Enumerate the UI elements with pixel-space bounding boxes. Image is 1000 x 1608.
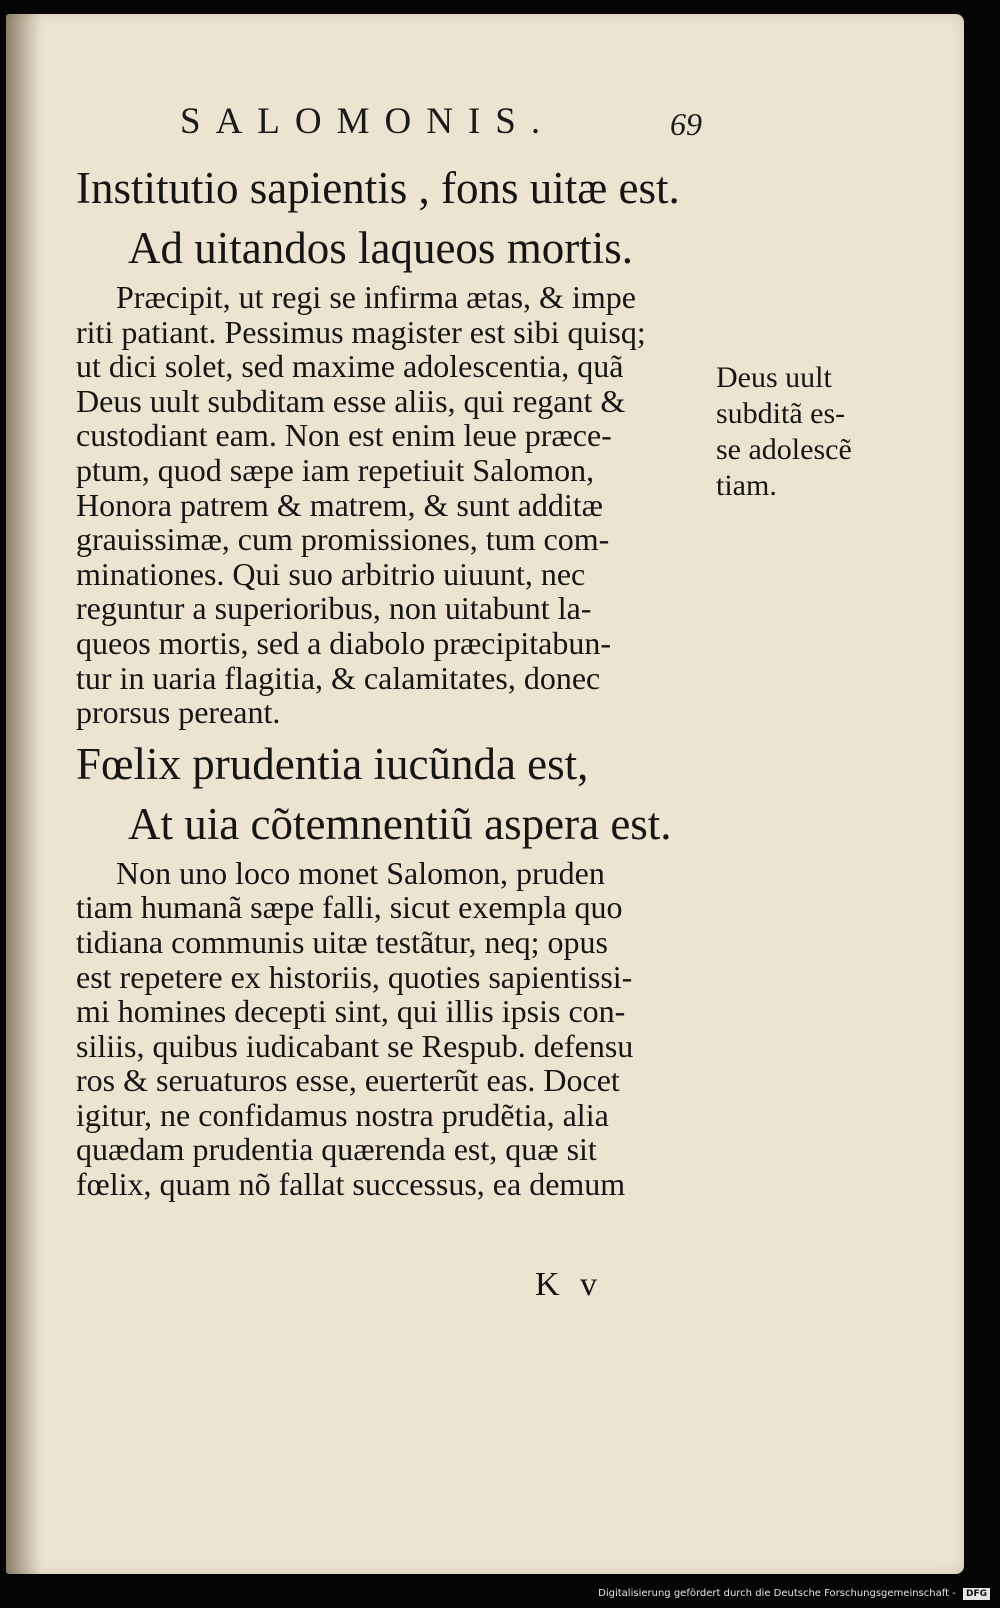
text-line: queos mortis, sed a diabolo præcipitabun- [76, 624, 612, 661]
signature-mark: K v [535, 1266, 604, 1303]
text-line: tur in uaria flagitia, & calamitates, donec [76, 659, 601, 696]
marginal-note-line: tiam. [716, 469, 777, 502]
page-header [180, 100, 720, 150]
folio-number: 69 [670, 106, 702, 142]
text-line: est repetere ex historiis, quoties sapientissi- [76, 958, 633, 995]
text-line: Deus uult subditam esse aliis, qui regant & [76, 382, 626, 419]
text-line: mi homines decepti sint, qui illis ipsis con- [76, 993, 626, 1030]
verse-line: At uia cõtemnentiũ aspera est. [128, 798, 672, 849]
commentary-paragraph-1 [76, 280, 700, 730]
marginal-note-line: subditã es- [716, 397, 846, 430]
text-line: tiam humanã sæpe falli, sicut exempla quo [76, 889, 623, 926]
marginal-note-line: Deus uult [716, 361, 832, 394]
verse-heading-1 [76, 158, 700, 278]
text-line: ptum, quod sæpe iam repetiuit Salomon, [76, 451, 595, 488]
verse-line: Ad uitandos laqueos mortis. [128, 223, 633, 273]
gutter-shadow [6, 14, 42, 1574]
text-line: prorsus pereant. [76, 694, 281, 731]
text-line: siliis, quibus iudicabant se Respub. defensu [76, 1027, 634, 1064]
text-line: quædam prudentia quærenda est, quæ sit [76, 1131, 597, 1168]
text-line: minationes. Qui suo arbitrio uiuunt, nec [76, 555, 586, 592]
text-line: reguntur a superioribus, non uitabunt la- [76, 590, 592, 627]
text-line: tidiana communis uitæ testãtur, neq; opus [76, 923, 608, 960]
text-line: Præcipit, ut regi se infirma ætas, & impe [116, 279, 636, 315]
digitization-credit [598, 1588, 990, 1600]
verse-heading-2 [76, 734, 700, 854]
text-line: ut dici solet, sed maxime adolescentia, quã [76, 348, 624, 385]
text-line: igitur, ne confidamus nostra prudẽtia, alia [76, 1096, 609, 1133]
marginal-note [716, 360, 916, 504]
text-line: custodiant eam. Non est enim leue præce- [76, 417, 612, 454]
verse-line: Institutio sapientis , fons uitæ est. [76, 163, 680, 213]
dfg-logo: DFG [963, 1588, 990, 1600]
running-head: SALOMONIS. [180, 101, 556, 142]
verse-line: Fœlix prudentia iucũnda est, [76, 738, 589, 789]
text-line: Non uno loco monet Salomon, pruden [116, 854, 605, 891]
commentary-paragraph-2 [76, 856, 700, 1202]
credit-text: Digitalisierung gefördert durch die Deutsche Forschungsgemeinschaft - [598, 1588, 956, 1599]
main-text-column [76, 158, 700, 1206]
text-line: fœlix, quam nõ fallat successus, ea demum [76, 1166, 626, 1203]
text-line: grauissimæ, cum promissiones, tum com- [76, 521, 610, 558]
text-line: ros & seruaturos esse, euerterũt eas. Docet [76, 1062, 620, 1099]
text-line: riti patiant. Pessimus magister est sibi quisq; [76, 313, 646, 350]
marginal-note-line: se adolescẽ [716, 433, 852, 466]
text-line: Honora patrem & matrem, & sunt additæ [76, 486, 603, 523]
